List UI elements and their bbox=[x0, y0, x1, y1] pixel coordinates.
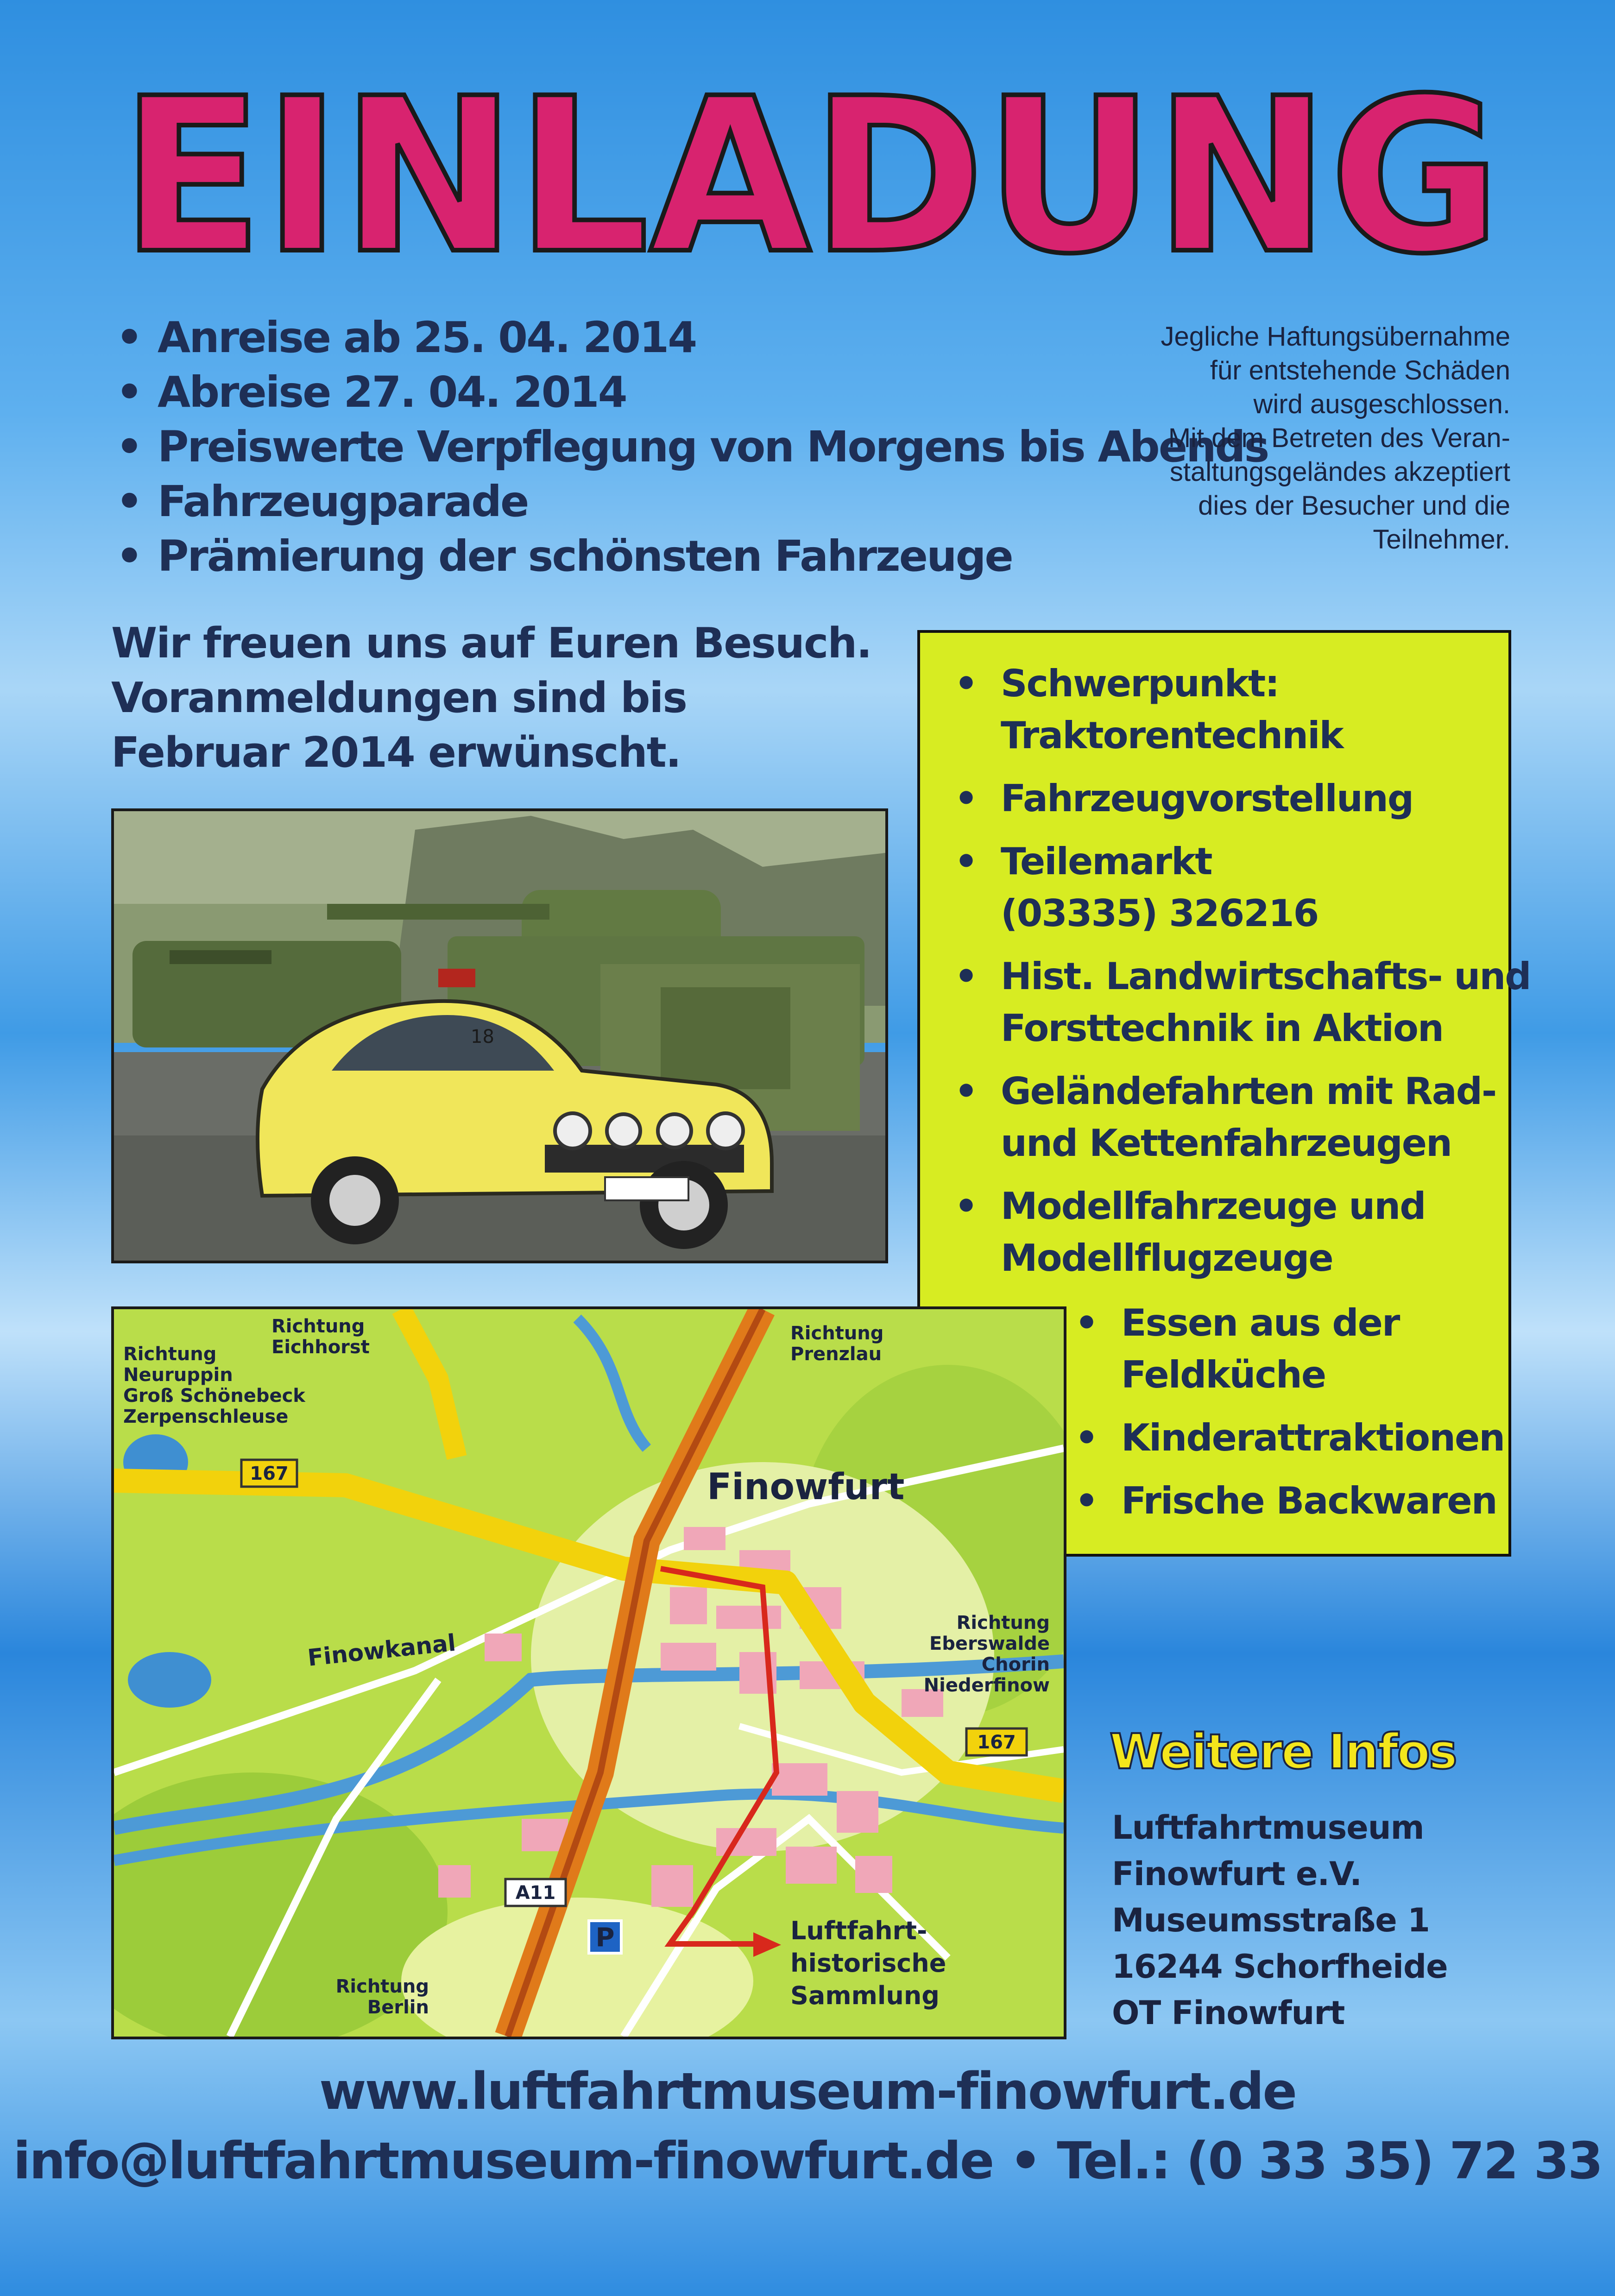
list-item: • Fahrzeugvorstellung bbox=[954, 773, 1531, 825]
svg-text:Luftfahrt-: Luftfahrt- bbox=[790, 1916, 927, 1945]
disclaimer-line: für entstehende Schäden bbox=[1210, 355, 1510, 385]
list-item: • Fahrzeugparade bbox=[116, 474, 1268, 529]
road-a11-label: A11 bbox=[515, 1882, 556, 1904]
title-text: EINLADUNG bbox=[120, 79, 1501, 278]
svg-text:Berlin: Berlin bbox=[367, 1997, 429, 2018]
address-line: Finowfurt e.V. bbox=[1112, 1855, 1362, 1893]
road-167-label: 167 bbox=[977, 1732, 1016, 1753]
road-167-label: 167 bbox=[250, 1463, 289, 1484]
list-item: • Frische Backwaren bbox=[1075, 1475, 1504, 1527]
disclaimer-line: dies der Besucher und die bbox=[1198, 491, 1510, 521]
car-sticker: 18 bbox=[471, 1026, 494, 1047]
svg-text:Neuruppin: Neuruppin bbox=[123, 1364, 233, 1386]
svg-text:Niederfinow: Niederfinow bbox=[923, 1675, 1050, 1696]
address-line: 16244 Schorfheide bbox=[1112, 1948, 1448, 1986]
welcome-line: Voranmeldungen sind bis bbox=[111, 674, 687, 722]
svg-text:Sammlung: Sammlung bbox=[790, 1981, 940, 2010]
list-item: • Essen aus der Feldküche bbox=[1075, 1297, 1504, 1401]
svg-text:Chorin: Chorin bbox=[981, 1654, 1050, 1675]
info-heading: Weitere Infos bbox=[1110, 1723, 1456, 1780]
list-item: • Prämierung der schönsten Fahrzeuge bbox=[116, 529, 1268, 584]
disclaimer-line: Jegliche Haftungsübernahme bbox=[1161, 322, 1510, 352]
liability-disclaimer bbox=[1075, 320, 1510, 556]
svg-text:Eichhorst: Eichhorst bbox=[271, 1337, 370, 1358]
map-town-label: Finowfurt bbox=[707, 1466, 905, 1508]
svg-text:Eberswalde: Eberswalde bbox=[929, 1633, 1050, 1654]
address-line: Luftfahrtmuseum bbox=[1112, 1809, 1424, 1847]
list-item: • Schwerpunkt: Traktorentechnik bbox=[954, 658, 1531, 762]
address-line: Museumsstraße 1 bbox=[1112, 1901, 1430, 1939]
list-item: • Preiswerte Verpflegung von Morgens bis Abends bbox=[116, 420, 1268, 474]
disclaimer-line: Teilnehmer. bbox=[1373, 524, 1510, 555]
page-title bbox=[116, 79, 1506, 278]
list-item: • Kinderattraktionen bbox=[1075, 1412, 1504, 1464]
svg-text:Zerpenschleuse: Zerpenschleuse bbox=[123, 1406, 289, 1427]
list-item: • Abreise 27. 04. 2014 bbox=[116, 365, 1268, 420]
list-item: • Teilemarkt (03335) 326216 bbox=[954, 836, 1531, 940]
address-line: OT Finowfurt bbox=[1112, 1994, 1345, 2032]
list-item: • Anreise ab 25. 04. 2014 bbox=[116, 310, 1268, 365]
svg-text:Richtung: Richtung bbox=[123, 1344, 217, 1365]
svg-text:Prenzlau: Prenzlau bbox=[790, 1344, 882, 1365]
direction-prenzlau bbox=[790, 1323, 883, 1365]
museum-address bbox=[1112, 1804, 1448, 2036]
disclaimer-line: staltungsgeländes akzeptiert bbox=[1169, 457, 1510, 487]
list-item: • Modellfahrzeuge und Modellflugzeuge bbox=[954, 1180, 1531, 1284]
svg-text:Groß Schönebeck: Groß Schönebeck bbox=[123, 1385, 305, 1407]
features-list-continued bbox=[1075, 1297, 1504, 1538]
svg-text:Richtung: Richtung bbox=[956, 1612, 1050, 1634]
svg-text:Richtung: Richtung bbox=[790, 1323, 884, 1344]
contact-line: info@luftfahrtmuseum-finowfurt.de • Tel.: (0 33 35) 72 33 bbox=[13, 2131, 1602, 2190]
map-canal-label: Finowkanal bbox=[306, 1629, 457, 1672]
svg-text:Richtung: Richtung bbox=[271, 1316, 365, 1337]
list-item: • Geländefahrten mit Rad- und Kettenfahrzeugen bbox=[954, 1066, 1531, 1169]
disclaimer-line: Mit dem Betreten des Veran- bbox=[1168, 423, 1510, 453]
svg-text:Richtung: Richtung bbox=[335, 1976, 429, 1997]
destination-label bbox=[790, 1916, 946, 2010]
direction-eichhorst bbox=[271, 1316, 370, 1358]
website-link[interactable]: www.luftfahrtmuseum-finowfurt.de bbox=[319, 2062, 1296, 2121]
welcome-line: Wir freuen uns auf Euren Besuch. bbox=[111, 619, 871, 668]
welcome-line: Februar 2014 erwünscht. bbox=[111, 728, 681, 777]
location-map bbox=[111, 1306, 1066, 2039]
features-list bbox=[954, 658, 1531, 1295]
welcome-text bbox=[111, 616, 871, 780]
photo-illustration bbox=[114, 811, 885, 1261]
event-photo bbox=[111, 808, 888, 1263]
disclaimer-line: wird ausgeschlossen. bbox=[1253, 389, 1510, 419]
parking-icon: P bbox=[595, 1923, 615, 1953]
svg-text:historische: historische bbox=[790, 1949, 946, 1978]
list-item: • Hist. Landwirtschafts- und Forsttechnik in Aktion bbox=[954, 951, 1531, 1054]
map-illustration bbox=[114, 1309, 1064, 2037]
